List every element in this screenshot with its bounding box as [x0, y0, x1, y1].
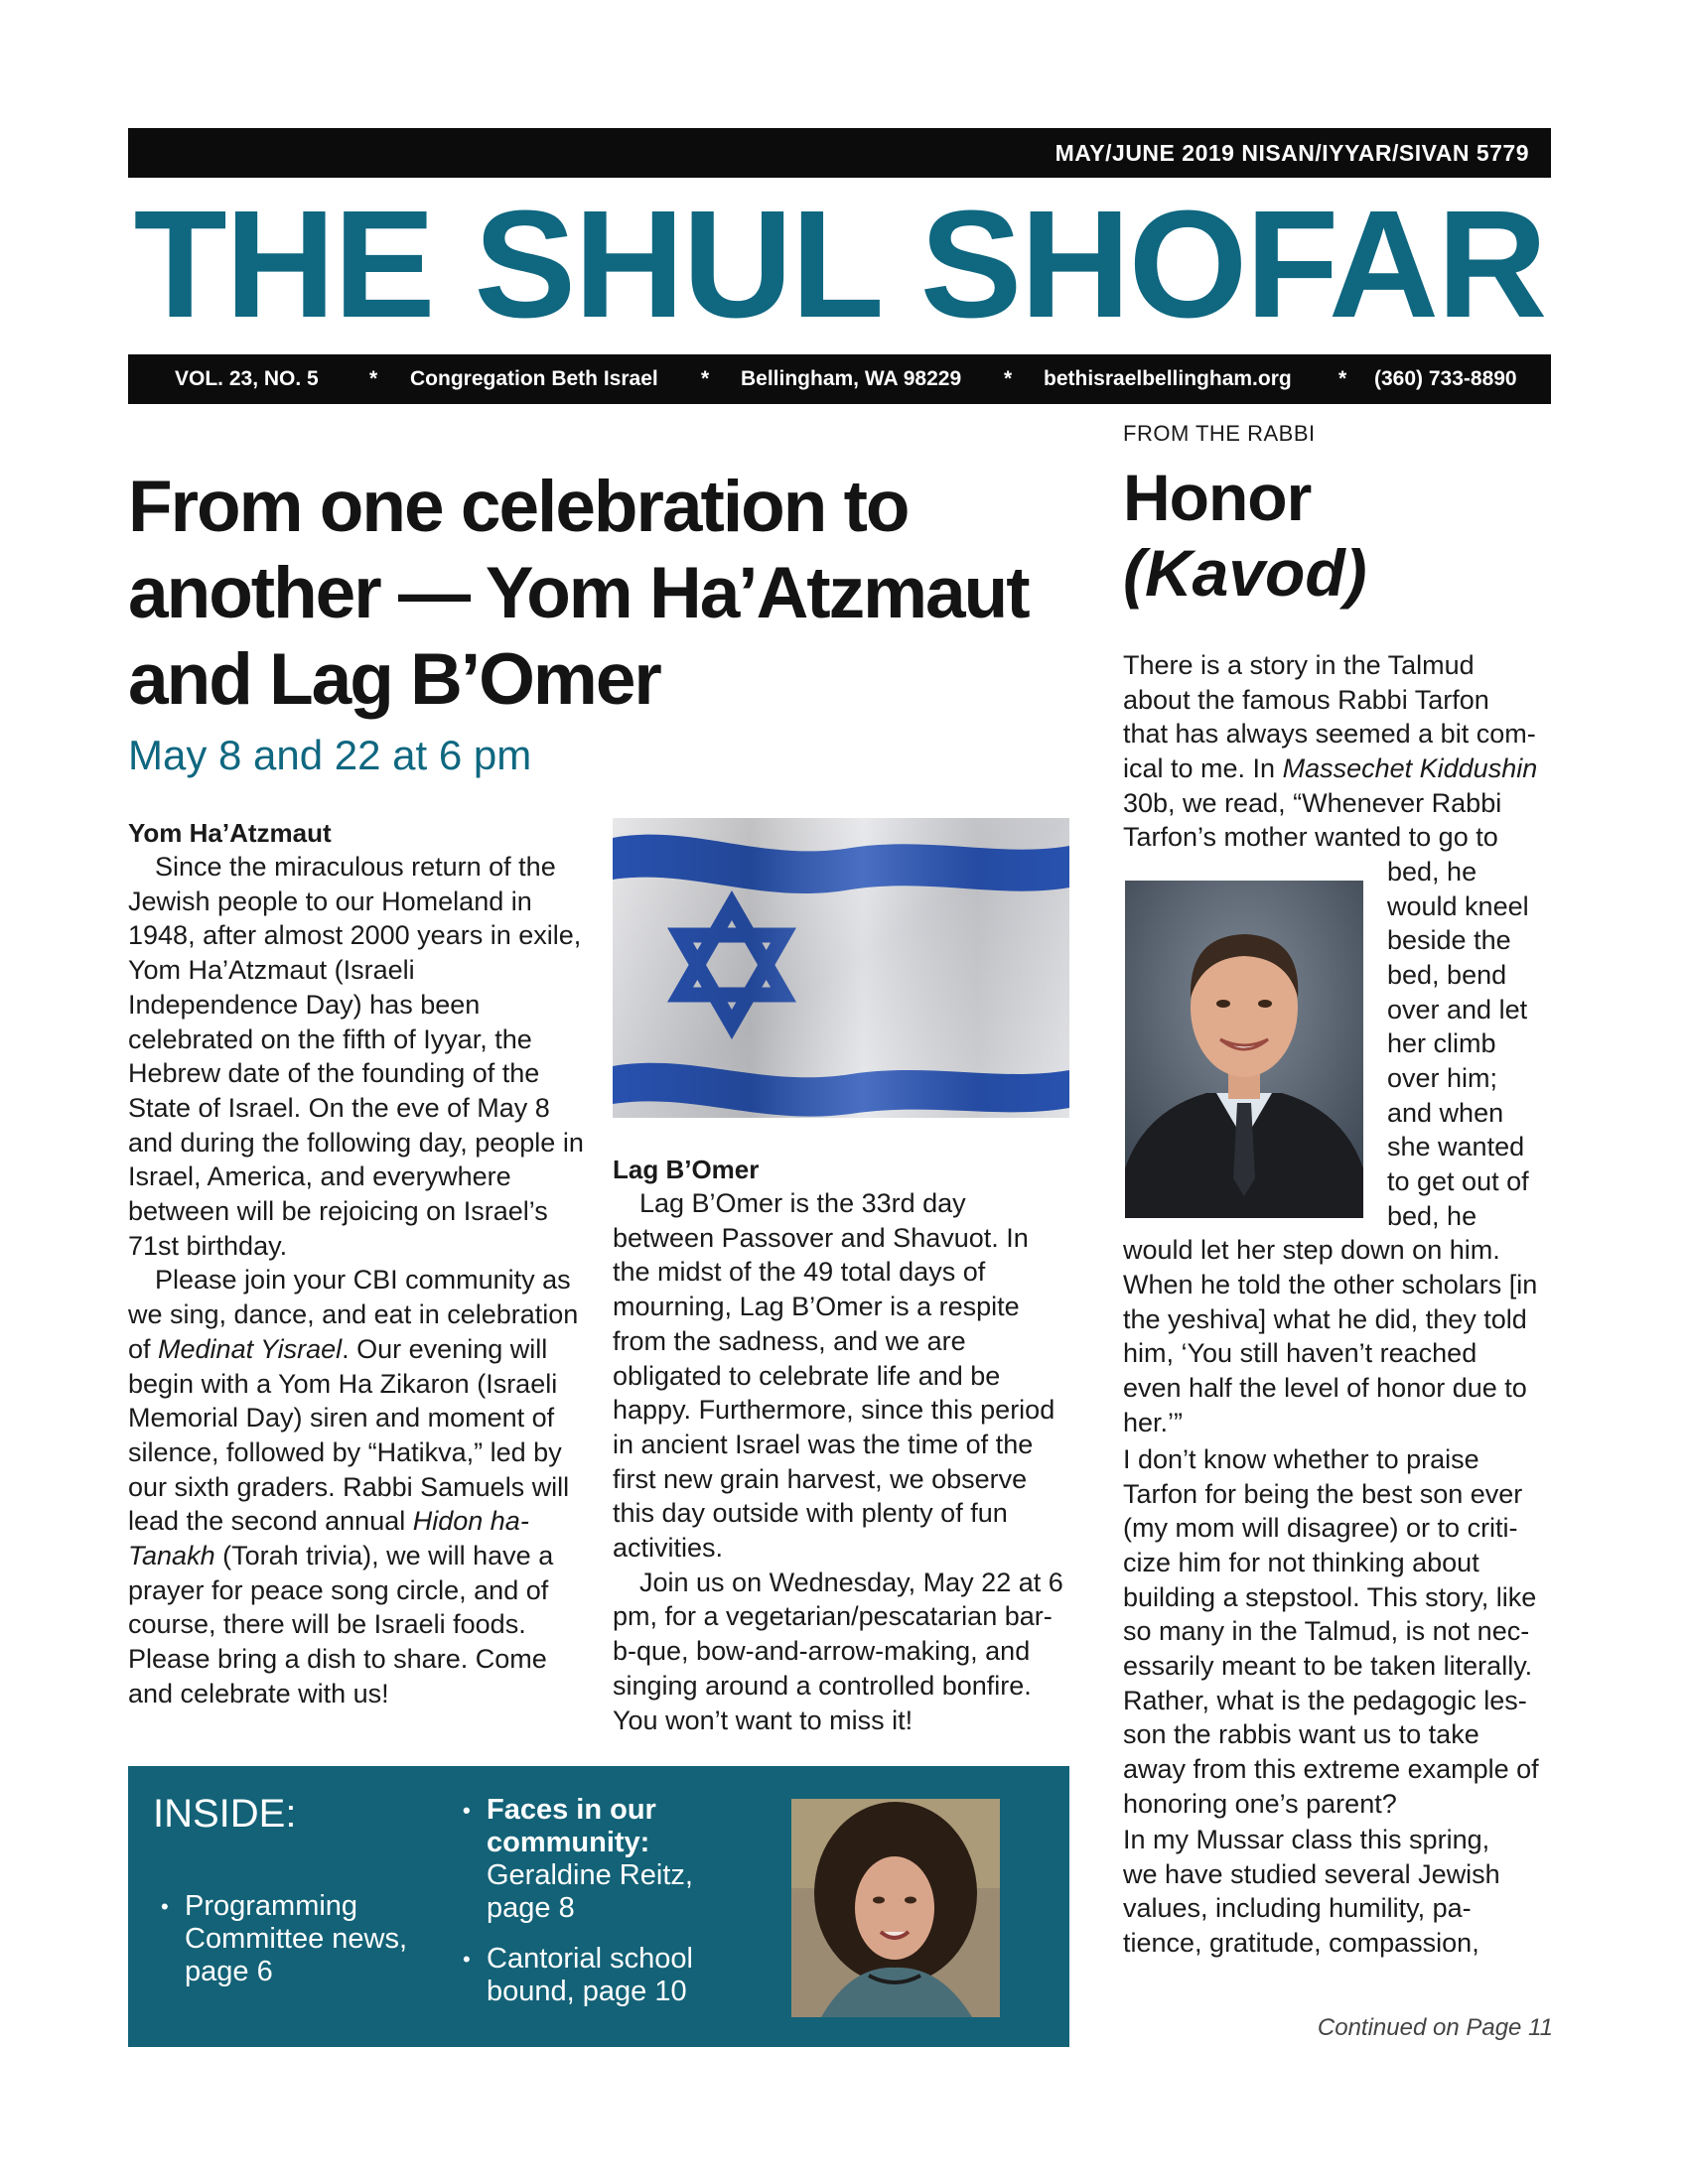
text-line: would kneel — [1387, 891, 1529, 921]
article-headline — [128, 464, 1081, 723]
text-line: son the rabbis want us to take — [1123, 1719, 1479, 1749]
text-line: bed, bend — [1387, 960, 1507, 990]
text-line: 30b, we read, “Whenever Rabbi — [1123, 788, 1502, 818]
rabbi-column-subtitle: (Kavod) — [1123, 536, 1367, 610]
item-line: Geraldine Reitz, — [487, 1859, 693, 1891]
text-line: values, including humility, pa- — [1123, 1893, 1472, 1923]
separator: * — [701, 367, 710, 390]
text-line: bed, he — [1387, 1201, 1477, 1231]
text-line: There is a story in the Talmud — [1123, 650, 1475, 680]
info-bar — [128, 354, 1551, 404]
item-line: bound, page 10 — [487, 1976, 687, 2007]
inside-contents-box — [128, 1766, 1069, 2047]
phone-number: (360) 733-8890 — [1374, 367, 1517, 390]
text-line: Tarfon for being the best son ever — [1123, 1479, 1523, 1509]
item-line: Committee news, — [185, 1923, 408, 1955]
paragraph: Join us on Wednesday, May 22 at 6 pm, for a vegetarian/pescatarian bar-b-que, bow-and-arrow-making, and singing around a controlled bonfire. You won’t want to miss it! — [613, 1567, 1063, 1735]
text-line: her.’” — [1123, 1408, 1184, 1437]
section-heading: Lag B’Omer — [613, 1155, 760, 1184]
italic-term: Massechet Kiddushin — [1282, 753, 1538, 783]
item-line: Faces in our — [487, 1794, 656, 1826]
text-line: building a stepstool. This story, like — [1123, 1582, 1537, 1612]
section-heading: Yom Ha’Atzmaut — [128, 818, 332, 848]
separator: * — [369, 367, 378, 390]
bullet-icon: • — [161, 1894, 169, 1919]
text-run: Please join your CBI community as we sing, dance, and eat in celebration of — [128, 1265, 579, 1364]
rabbi-column-title: Honor — [1123, 461, 1312, 534]
inside-title: INSIDE: — [153, 1792, 297, 1836]
bullet-icon: • — [463, 1798, 471, 1823]
italic-term: Hidon ha-Tanakh — [128, 1506, 529, 1571]
paragraph: Lag B’Omer is the 33rd day between Passover and Shavuot. In the midst of the 49 total days of mourning, Lag B’Omer is a respite from the sadness, and we are obligated to celebrate life and be happy. Furthermore, since this period in ancient Israel was the time of the first new grain harvest, we observe this day outside with plenty of fun activities. — [613, 1188, 1055, 1564]
text-line: we have studied several Jewish — [1123, 1859, 1500, 1889]
text-run: ical to me. In — [1123, 753, 1283, 783]
column-label: FROM THE RABBI — [1123, 421, 1316, 446]
text-line: When he told the other scholars [in — [1123, 1270, 1538, 1299]
text-line: over and let — [1387, 995, 1528, 1024]
headline-line: another — Yom Ha’Atzmaut — [128, 553, 1029, 633]
text-line: (my mom will disagree) or to criti- — [1123, 1513, 1518, 1543]
continued-link[interactable]: Continued on Page 11 — [1317, 2014, 1553, 2041]
text-line: to get out of — [1387, 1166, 1529, 1196]
inside-item-cantorial[interactable] — [463, 1943, 693, 2008]
issue-date: MAY/JUNE 2019 NISAN/IYYAR/SIVAN 5779 — [1055, 140, 1529, 166]
text-line: In my Mussar class this spring, — [1123, 1825, 1490, 1854]
text-line: Tarfon’s mother wanted to go to — [1123, 822, 1498, 852]
text-line: cize him for not thinking about — [1123, 1548, 1479, 1577]
text-line: her climb — [1387, 1028, 1496, 1058]
text-line: tience, gratitude, compassion, — [1123, 1928, 1479, 1958]
item-line: community: — [487, 1827, 650, 1858]
lag-bomer-section — [613, 1153, 1069, 1737]
volume-number: VOL. 23, NO. 5 — [175, 367, 319, 390]
text-line: Rather, what is the pedagogic les- — [1123, 1686, 1527, 1715]
top-date-bar — [128, 128, 1551, 178]
headline-line: and Lag B’Omer — [128, 639, 660, 720]
paragraph: Since the miraculous return of the Jewish people to our Homeland in 1948, after almost 2000 years in exile, Yom Ha’Atzmaut (Israeli Independence Day) has been celebrated on the fifth of Iyyar, the Hebrew date of the founding of the State of Israel. On the eve of May 8 and during the following day, people in Israel, America, and everywhere between will be rejoicing on Israel’s 71st birthday. — [128, 852, 584, 1261]
text-line: essarily meant to be taken literally. — [1123, 1651, 1533, 1681]
text-run: . Our evening will begin with a Yom Ha Zikaron (Israeli Memorial Day) siren and moment of silence, followed by “Hatikva,” led by our sixth graders. Rabbi Samuels will lead the second annual — [128, 1333, 570, 1537]
separator: * — [1004, 367, 1013, 390]
text-line: honoring one’s parent? — [1123, 1789, 1397, 1819]
text-line — [1123, 751, 1537, 786]
text-line: I don’t know whether to praise — [1123, 1444, 1479, 1474]
text-line: the yeshiva] what he did, they told — [1123, 1304, 1527, 1334]
text-line: she wanted — [1387, 1132, 1525, 1161]
headline-line: From one celebration to — [128, 467, 909, 547]
yom-haatzmaut-section — [128, 816, 585, 1711]
text-line: and when — [1387, 1098, 1504, 1128]
city-address: Bellingham, WA 98229 — [741, 367, 962, 390]
text-line: that has always seemed a bit com- — [1123, 719, 1536, 749]
inside-item-faces[interactable] — [463, 1794, 693, 1925]
paragraph — [128, 1263, 585, 1710]
geraldine-reitz-photo — [791, 1799, 1000, 2017]
item-line: Cantorial school — [487, 1943, 693, 1975]
item-line: page 6 — [185, 1956, 273, 1987]
israeli-flag-image — [613, 818, 1069, 1118]
inside-item-programming[interactable] — [161, 1890, 408, 1988]
text-line: away from this extreme example of — [1123, 1754, 1539, 1784]
text-line: bed, he — [1387, 857, 1477, 887]
text-run: (Torah trivia), we will have a prayer for peace song circle, and of course, there will be Israeli foods. Please bring a dish to share. Come and celebrate with us! — [128, 1541, 554, 1708]
italic-term: Medinat Yisrael — [158, 1333, 343, 1364]
rabbi-portrait-photo — [1125, 881, 1363, 1218]
text-line: even half the level of honor due to — [1123, 1373, 1527, 1403]
text-line: so many in the Talmud, is not nec- — [1123, 1616, 1530, 1646]
separator: * — [1338, 367, 1347, 390]
text-line: beside the — [1387, 925, 1511, 955]
text-line: would let her step down on him. — [1123, 1235, 1500, 1265]
newsletter-title: THE SHUL SHOFAR — [133, 179, 1546, 349]
bullet-icon: • — [463, 1947, 471, 1972]
article-subhead: May 8 and 22 at 6 pm — [128, 732, 532, 778]
text-line: over him; — [1387, 1063, 1498, 1093]
website-link[interactable]: bethisraelbellingham.org — [1044, 367, 1292, 390]
text-line: him, ‘You still haven’t reached — [1123, 1338, 1477, 1368]
congregation-name: Congregation Beth Israel — [410, 367, 658, 390]
item-line: Programming — [185, 1890, 358, 1922]
text-line: about the famous Rabbi Tarfon — [1123, 685, 1489, 715]
item-line: page 8 — [487, 1892, 575, 1924]
